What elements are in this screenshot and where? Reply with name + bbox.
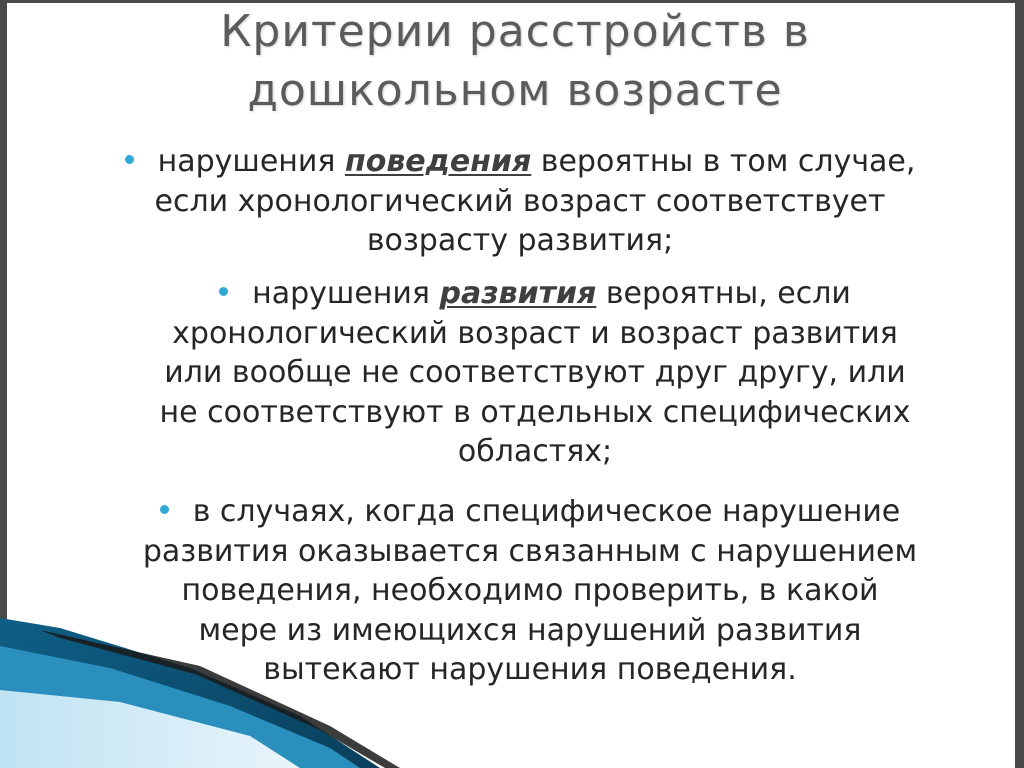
bullet-item-line: вытекают нарушения поведения. xyxy=(263,652,797,687)
bullet-item-line: хронологический возраст и возраст развития xyxy=(172,315,898,351)
bullet-item-line: поведения, необходимо проверить, в какой xyxy=(181,573,879,608)
bullet-text: в случаях, когда специфическое нарушение xyxy=(192,494,901,529)
slide-frame-right xyxy=(1015,0,1024,768)
bullet-item-line: или вообще не соответствуют друг другу, или xyxy=(164,355,906,390)
slide-title xyxy=(120,2,910,120)
emphasis-text: поведения xyxy=(344,144,532,179)
bullet-text: вероятны, если xyxy=(596,276,851,311)
bullet-item-first-line xyxy=(70,142,970,182)
bullet-item-line: мере из имеющихся нарушений развития xyxy=(198,612,862,648)
title-line-1: Критерии расстройств в xyxy=(220,6,810,57)
bullet-item-line: не соответствуют в отдельных специфических xyxy=(159,394,911,430)
bullet-text: нарушения xyxy=(252,276,440,311)
bullet-text: нарушения xyxy=(157,144,345,179)
bullet-item-line: развития оказывается связанным с нарушением xyxy=(142,533,918,569)
wave-decoration xyxy=(0,598,420,768)
title-line-2: дошкольном возрасте xyxy=(247,65,783,116)
bullet-dot-icon xyxy=(125,155,134,164)
bullet-item-line: областях; xyxy=(457,434,613,469)
bullet-dot-icon xyxy=(160,505,169,514)
bullet-item-first-line xyxy=(80,274,990,314)
bullet-item-first-line xyxy=(70,492,990,532)
bullet-item-behavior xyxy=(70,142,970,261)
bullet-item-development xyxy=(80,274,990,472)
bullet-item-line: если хронологический возраст соответствует xyxy=(154,183,886,219)
bullet-dot-icon xyxy=(219,287,228,296)
emphasis-text: развития xyxy=(439,276,597,311)
bullet-item-line: возрасту развития; xyxy=(366,223,674,258)
bullet-text: вероятны в том случае, xyxy=(531,144,916,179)
